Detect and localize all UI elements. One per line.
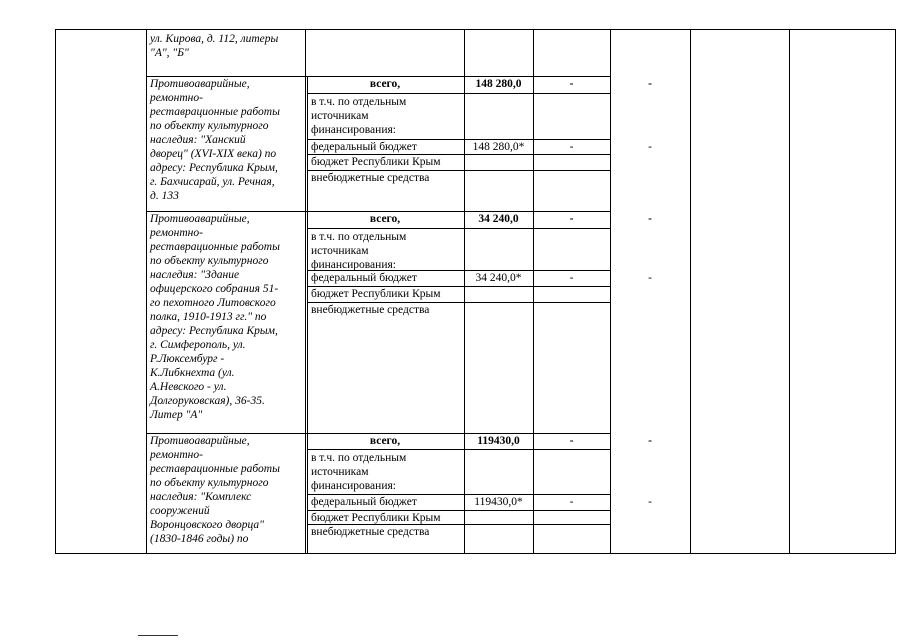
dash: -: [648, 213, 652, 225]
column-border: [146, 29, 147, 553]
dash: -: [569, 213, 574, 225]
total-label: всего,: [369, 78, 401, 90]
dash: -: [648, 272, 652, 284]
sources-label: финансирования:: [311, 259, 396, 271]
object-name-line: наследия: "Здание: [150, 269, 240, 281]
page-mark: [138, 635, 178, 636]
object-name-line: г. Бахчисарай, ул. Речная,: [150, 176, 275, 188]
dash: -: [648, 435, 652, 447]
federal-label: федеральный бюджет: [311, 141, 417, 153]
object-name-line: К.Либкнехта (ул.: [150, 367, 235, 379]
column-border: [533, 29, 534, 553]
dash: -: [648, 496, 652, 508]
total-label: всего,: [369, 213, 401, 225]
sub-row-border: [307, 228, 611, 229]
column-border: [55, 29, 56, 553]
dash: -: [569, 496, 574, 508]
object-name-line: по объекту культурного: [150, 120, 269, 132]
dash: -: [569, 272, 574, 284]
object-name-line: реставрационные работы: [150, 463, 280, 475]
federal-label: федеральный бюджет: [311, 272, 417, 284]
object-name-line: Р.Люксембург -: [150, 353, 225, 365]
column-border: [305, 29, 306, 553]
federal-value: 148 280,0*: [472, 141, 525, 153]
object-name-line: г. Симферополь, ул.: [150, 339, 246, 351]
column-border: [895, 29, 896, 553]
sub-row-border: [307, 449, 611, 450]
column-border: [789, 29, 790, 553]
table-bottom-border: [55, 553, 896, 554]
sources-label: источникам: [311, 110, 369, 122]
column-border: [464, 29, 465, 553]
sources-label: в т.ч. по отдельным: [311, 231, 407, 243]
object-name-line: Противоаварийные,: [150, 213, 250, 225]
sources-label: источникам: [311, 245, 369, 257]
object-name-line: Противоаварийные,: [150, 435, 250, 447]
dash: -: [569, 435, 574, 447]
object-name-line: наследия: "Комплекс: [150, 491, 252, 503]
republic-label: бюджет Республики Крым: [311, 156, 441, 168]
object-name-line: по объекту культурного: [150, 477, 269, 489]
sources-label: источникам: [311, 466, 369, 478]
total-value: 148 280,0: [475, 78, 522, 90]
sources-label: в т.ч. по отдельным: [311, 96, 407, 108]
object-name-line: А.Невского - ул.: [150, 381, 227, 393]
object-name-line: адресу: Республика Крым,: [150, 325, 278, 337]
federal-value: 34 240,0*: [475, 272, 522, 284]
object-name-line: "А", "Б": [150, 47, 189, 59]
total-label: всего,: [369, 435, 401, 447]
object-name-line: наследия: "Ханский: [150, 134, 246, 146]
republic-label: бюджет Республики Крым: [311, 512, 441, 524]
dash: -: [569, 78, 574, 90]
sources-label: в т.ч. по отдельным: [311, 452, 407, 464]
table-top-border: [55, 29, 896, 30]
column-border: [610, 29, 611, 553]
object-name-line: реставрационные работы: [150, 106, 280, 118]
total-value: 34 240,0: [478, 213, 519, 225]
object-name-line: дворец" (XVI-XIX века) по: [150, 148, 277, 160]
column-border: [690, 29, 691, 553]
object-name-line: Противоаварийные,: [150, 78, 250, 90]
extrabudget-label: внебюджетные средства: [311, 304, 430, 316]
sources-label: финансирования:: [311, 480, 396, 492]
object-name-line: реставрационные работы: [150, 241, 280, 253]
object-name-line: го пехотного Литовского: [150, 297, 276, 309]
dash: -: [569, 141, 574, 153]
total-value: 119430,0: [477, 435, 520, 447]
column-border: [307, 76, 308, 553]
object-name-line: сооружений: [150, 505, 210, 517]
object-name-line: Воронцовского дворца": [150, 519, 264, 531]
dash: -: [648, 141, 652, 153]
object-name-line: ремонтно-: [150, 227, 203, 239]
object-name-line: Литер "А": [150, 409, 203, 421]
dash: -: [648, 78, 652, 90]
federal-label: федеральный бюджет: [311, 496, 417, 508]
republic-label: бюджет Республики Крым: [311, 288, 441, 300]
object-name-line: адресу: Республика Крым,: [150, 162, 278, 174]
object-name-line: (1830-1846 годы) по: [150, 533, 249, 545]
object-name-line: по объекту культурного: [150, 255, 269, 267]
extrabudget-label: внебюджетные средства: [311, 172, 430, 184]
object-name-line: Долгоруковская), 36-35.: [150, 395, 265, 407]
extrabudget-label: внебюджетные средства: [311, 526, 430, 538]
object-name-line: офицерского собрания 51-: [150, 283, 279, 295]
object-name-line: ремонтно-: [150, 449, 203, 461]
sources-label: финансирования:: [311, 124, 396, 136]
object-name-line: ул. Кирова, д. 112, литеры: [150, 33, 279, 45]
sub-row-border: [307, 93, 611, 94]
object-name-line: ремонтно-: [150, 92, 203, 104]
object-name-line: д. 133: [150, 190, 179, 202]
federal-value: 119430,0*: [474, 496, 523, 508]
object-name-line: полка, 1910-1913 гг." по: [150, 311, 267, 323]
